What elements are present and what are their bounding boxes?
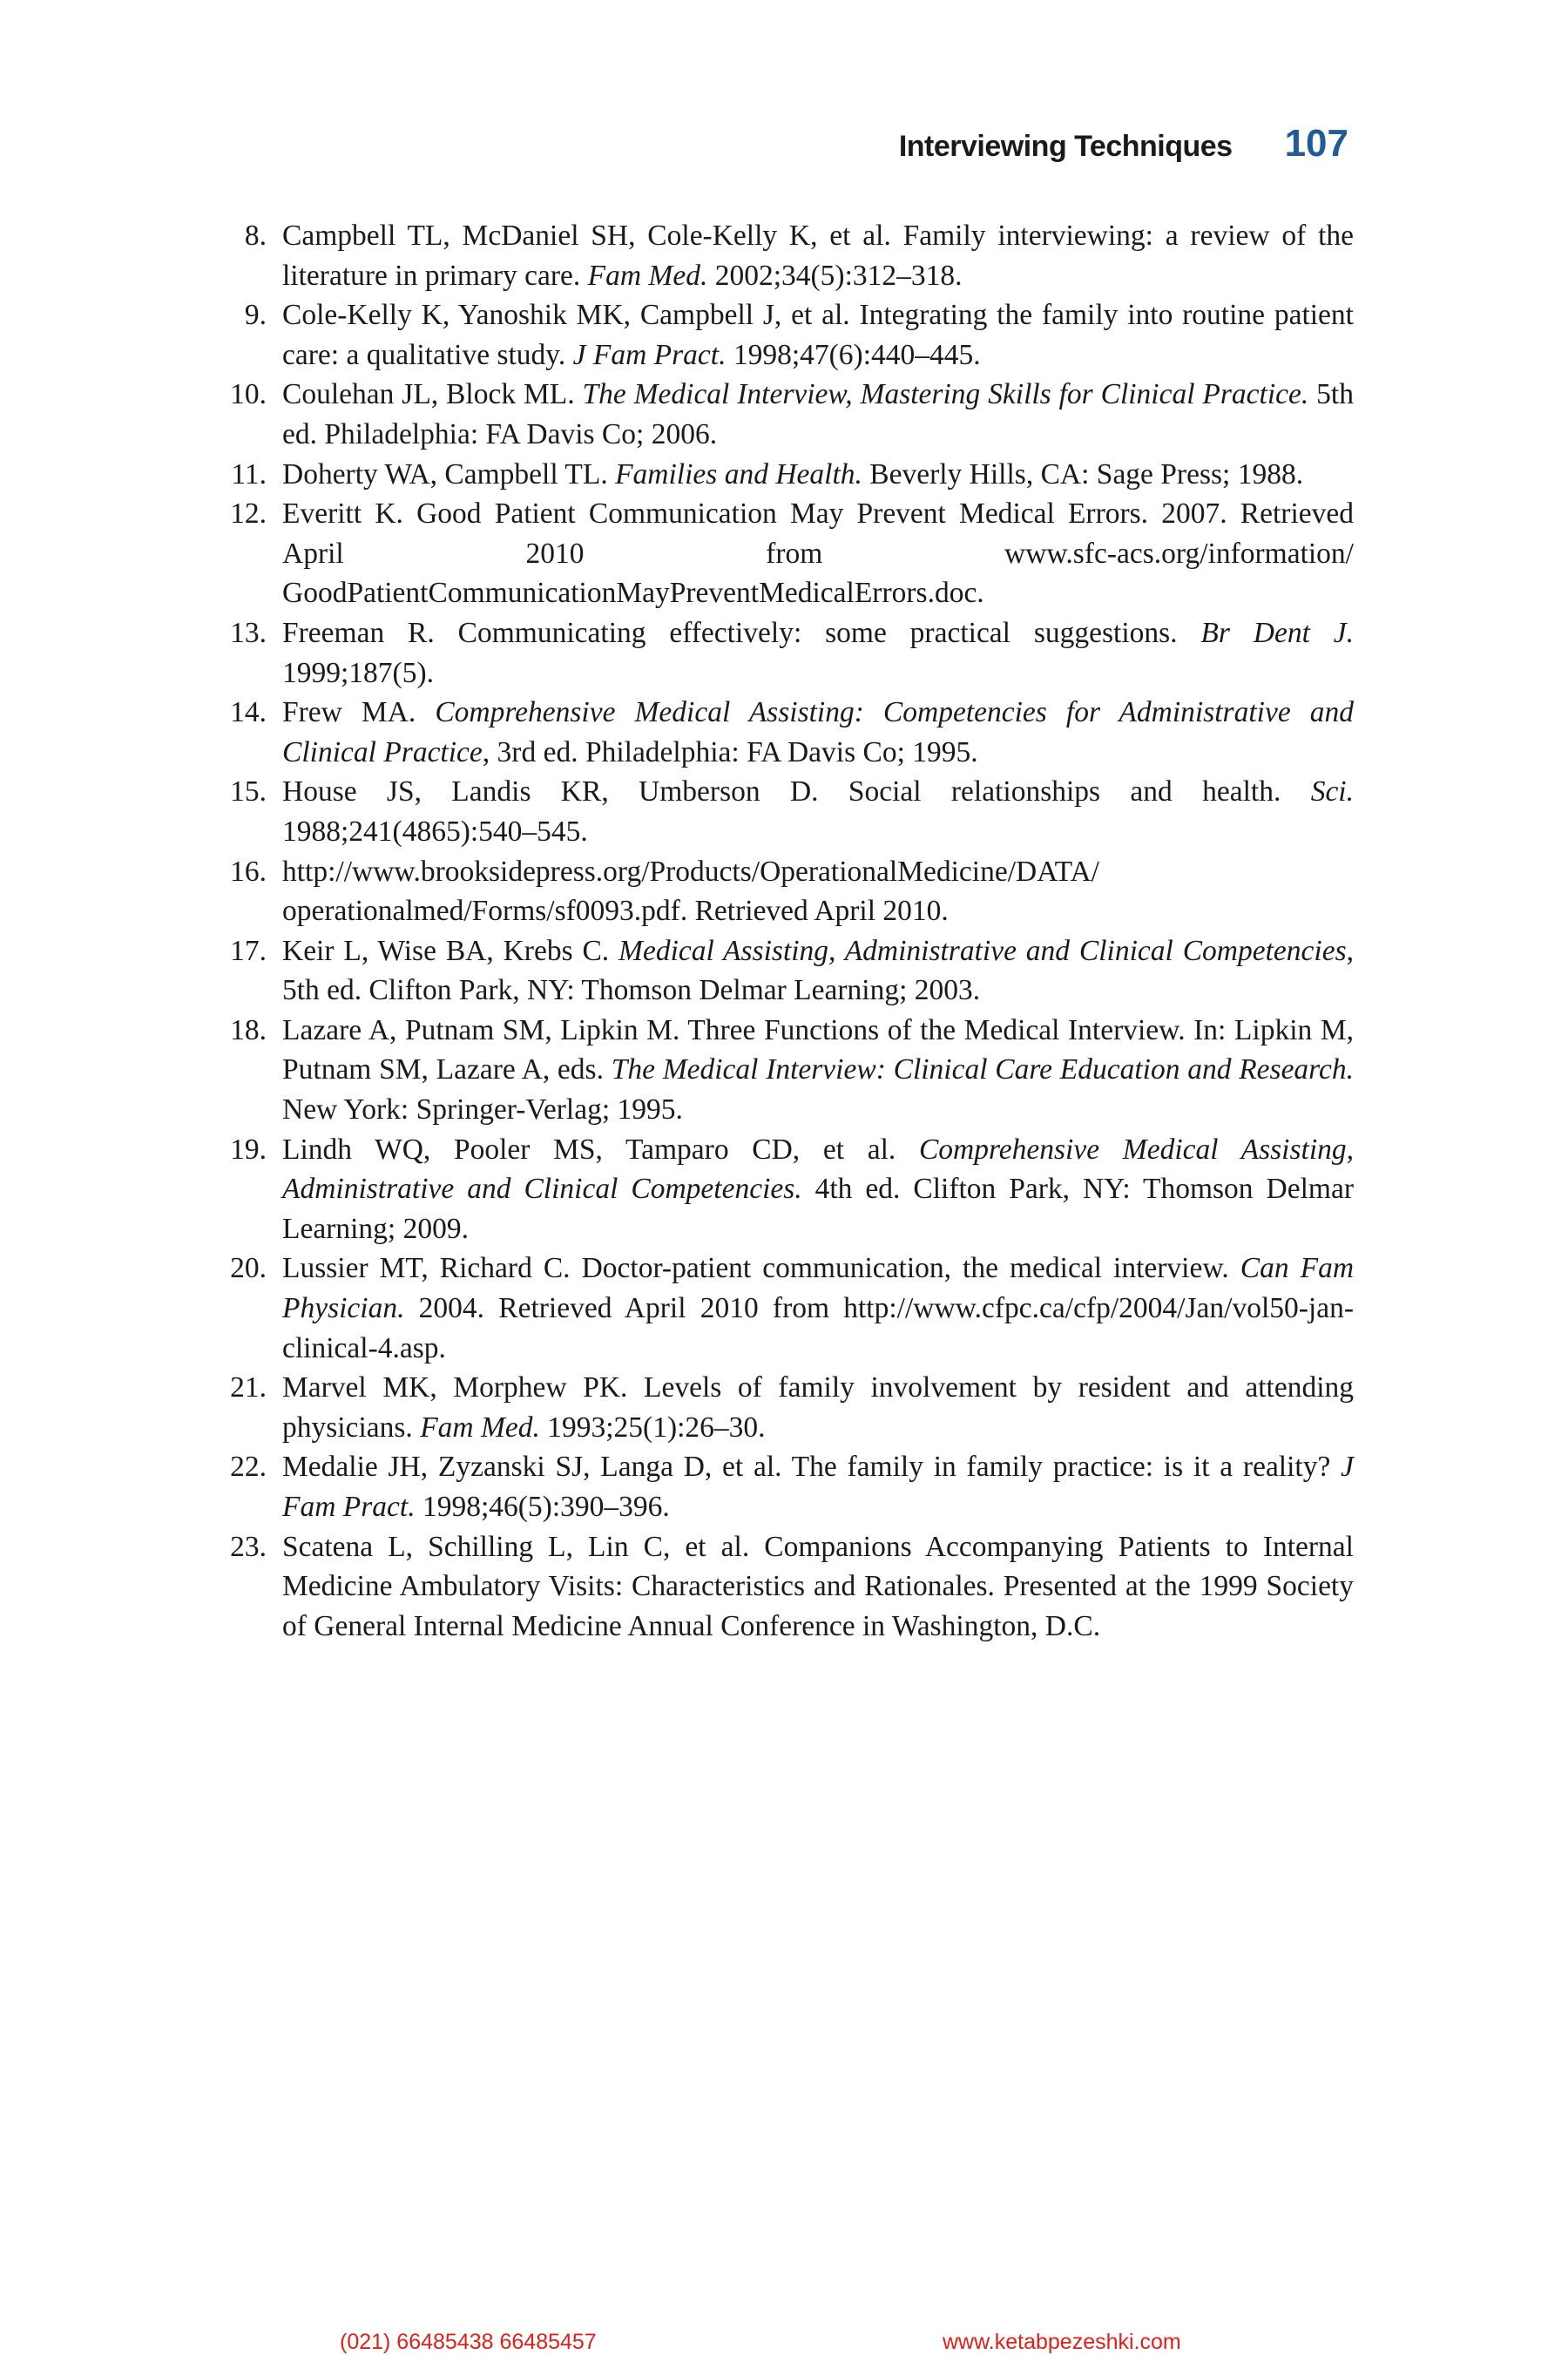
reference-segment: 1993;25(1):26–30. xyxy=(539,1411,766,1444)
reference-number: 17. xyxy=(230,934,267,967)
reference-item xyxy=(220,772,1354,851)
reference-number: 13. xyxy=(230,616,267,649)
reference-segment: , 5th ed. Clifton Park, NY: Thomson Delmar Learning; 2003. xyxy=(282,934,1354,1007)
reference-segment: http://www.brooksidepress.org/Products/OperationalMedicine/DATA/​operationalmed/Forms/sf0093.pdf. Retrieved April 2010. xyxy=(282,855,1099,928)
reference-text xyxy=(282,1014,1354,1126)
reference-item xyxy=(220,693,1354,772)
reference-segment: Marvel MK, Morphew PK. Levels of family involvement by resident and attending physicians. xyxy=(282,1371,1354,1444)
reference-segment: Cole-Kelly K, Yanoshik MK, Campbell J, et al. Integrating the family into routine patient care: a qualitative study. xyxy=(282,299,1354,371)
reference-italic-segment: Fam Med. xyxy=(587,259,708,292)
reference-segment: Medalie JH, Zyzanski SJ, Langa D, et al. The family in family practice: is it a reality? xyxy=(282,1451,1342,1484)
reference-segment: Everitt K. Good Patient Communication May Prevent Medical Errors. 2007. Retrieved April 2010 from www.sfc-acs.org/information/​GoodPatientCommunicationMayPreventMedicalErrors.doc. xyxy=(282,497,1354,610)
reference-text xyxy=(282,1451,1354,1523)
reference-item xyxy=(220,1368,1354,1447)
reference-number: 18. xyxy=(230,1013,267,1046)
reference-text xyxy=(282,617,1354,689)
reference-italic-segment: The Medical Interview: Clinical Care Education and Research. xyxy=(611,1053,1354,1086)
reference-segment: 4th ed. Clifton Park, NY: Thomson Delmar Learning; 2009. xyxy=(282,1173,1354,1245)
reference-segment: 5th ed. Philadelphia: FA Davis Co; 2006. xyxy=(282,378,1354,450)
reference-item xyxy=(220,494,1354,613)
footer-phone: (021) 66485438 66485457 xyxy=(340,2330,597,2354)
reference-segment: Lindh WQ, Pooler MS, Tamparo CD, et al. xyxy=(282,1133,919,1166)
page-header xyxy=(899,122,1348,166)
reference-text xyxy=(282,299,1354,371)
reference-item xyxy=(220,1011,1354,1130)
reference-number: 14. xyxy=(230,696,267,729)
reference-segment: 1988;241(4865):540–545. xyxy=(282,815,588,848)
page-number: 107 xyxy=(1284,122,1348,165)
reference-item xyxy=(220,613,1354,693)
reference-item xyxy=(220,1249,1354,1368)
reference-segment: Frew MA. xyxy=(282,696,436,729)
reference-italic-segment: Medical Assisting, Administrative and Clinical Competencies xyxy=(618,934,1347,967)
reference-text xyxy=(282,935,1354,1007)
reference-text xyxy=(282,1252,1354,1364)
reference-list xyxy=(220,216,1354,1646)
reference-italic-segment: J Fam Pract. xyxy=(572,338,727,371)
reference-segment: Lussier MT, Richard C. Doctor-patient communication, the medical interview. xyxy=(282,1252,1240,1285)
reference-item xyxy=(220,375,1354,454)
reference-text xyxy=(282,775,1354,848)
reference-item xyxy=(220,295,1354,375)
reference-italic-segment: Fam Med. xyxy=(420,1411,540,1444)
reference-text xyxy=(282,696,1354,768)
reference-segment: House JS, Landis KR, Umberson D. Social relationships and health. xyxy=(282,775,1311,809)
page-footer xyxy=(0,2330,1568,2354)
reference-segment: Campbell TL, McDaniel SH, Cole-Kelly K, et al. Family interviewing: a review of the literature in primary care. xyxy=(282,220,1354,292)
running-title: Interviewing Techniques xyxy=(898,130,1233,163)
reference-italic-segment: Comprehensive Medical Assisting, Administrative and Clinical Competencies. xyxy=(282,1133,1354,1206)
reference-segment: 1998;46(5):390–396. xyxy=(415,1491,670,1523)
reference-item xyxy=(220,852,1354,931)
reference-number: 12. xyxy=(230,497,267,531)
reference-italic-segment: Sci. xyxy=(1310,775,1354,809)
reference-item xyxy=(220,1447,1354,1526)
reference-item xyxy=(220,455,1354,495)
reference-segment: Beverly Hills, CA: Sage Press; 1988. xyxy=(862,457,1304,491)
reference-segment: Freeman R. Communicating effectively: some practical suggestions. xyxy=(282,616,1201,649)
reference-segment: , 3rd ed. Philadelphia: FA Davis Co; 1995. xyxy=(482,735,978,768)
reference-number: 16. xyxy=(230,855,267,888)
reference-number: 23. xyxy=(230,1530,267,1563)
reference-number: 9. xyxy=(244,299,267,332)
reference-segment: 1998;47(6):440–445. xyxy=(726,338,981,371)
reference-italic-segment: Families and Health. xyxy=(615,457,862,491)
reference-number: 21. xyxy=(230,1371,267,1404)
reference-number: 11. xyxy=(231,457,267,491)
reference-segment: Keir L, Wise BA, Krebs C. xyxy=(282,934,619,967)
reference-segment: Coulehan JL, Block ML. xyxy=(282,378,583,411)
reference-italic-segment: J Fam Pract. xyxy=(282,1451,1354,1523)
reference-text xyxy=(282,378,1354,450)
reference-text xyxy=(282,856,1099,928)
reference-number: 22. xyxy=(230,1451,267,1484)
reference-item xyxy=(220,931,1354,1011)
reference-segment: 2002;34(5):312–318. xyxy=(707,259,963,292)
reference-italic-segment: Can Fam Physician. xyxy=(282,1252,1355,1325)
reference-segment: Doherty WA, Campbell TL. xyxy=(282,457,616,491)
reference-number: 8. xyxy=(244,220,267,252)
reference-number: 10. xyxy=(230,378,267,411)
reference-segment: 1999;187(5). xyxy=(282,656,434,689)
reference-italic-segment: Br Dent J. xyxy=(1200,616,1354,649)
reference-item xyxy=(220,1527,1354,1647)
reference-italic-segment: The Medical Interview, Mastering Skills for Clinical Practice. xyxy=(582,378,1309,411)
reference-item xyxy=(220,1130,1354,1249)
reference-number: 19. xyxy=(230,1133,267,1166)
reference-text xyxy=(282,220,1354,292)
reference-segment: Scatena L, Schilling L, Lin C, et al. Companions Accompanying Patients to Internal Medicine Ambulatory Visits: Characteristics and Rationales. Presented at the 1999 Society of General Internal Medicine Annual Conference in Washington, D.C. xyxy=(282,1530,1354,1642)
reference-number: 15. xyxy=(230,775,267,809)
reference-segment: New York: Springer-Verlag; 1995. xyxy=(282,1093,683,1127)
reference-text xyxy=(282,1531,1354,1642)
reference-italic-segment: Comprehensive Medical Assisting: Competencies for Administrative and Clinical Practice xyxy=(282,696,1354,768)
reference-text xyxy=(282,458,1303,491)
reference-text xyxy=(282,1371,1354,1444)
reference-segment: 2004. Retrieved April 2010 from http://www.cfpc.ca/​cfp/2004/Jan/vol50-jan-clinical-4.asp. xyxy=(282,1292,1354,1364)
reference-item xyxy=(220,216,1354,295)
reference-number: 20. xyxy=(230,1252,267,1285)
reference-text xyxy=(282,497,1354,609)
reference-text xyxy=(282,1134,1354,1245)
reference-segment: Lazare A, Putnam SM, Lipkin M. Three Functions of the Medical Interview. In: Lipkin M, Putnam SM, Lazare A, eds. xyxy=(282,1013,1354,1086)
footer-website: www.ketabpezeshki.com xyxy=(943,2330,1181,2354)
